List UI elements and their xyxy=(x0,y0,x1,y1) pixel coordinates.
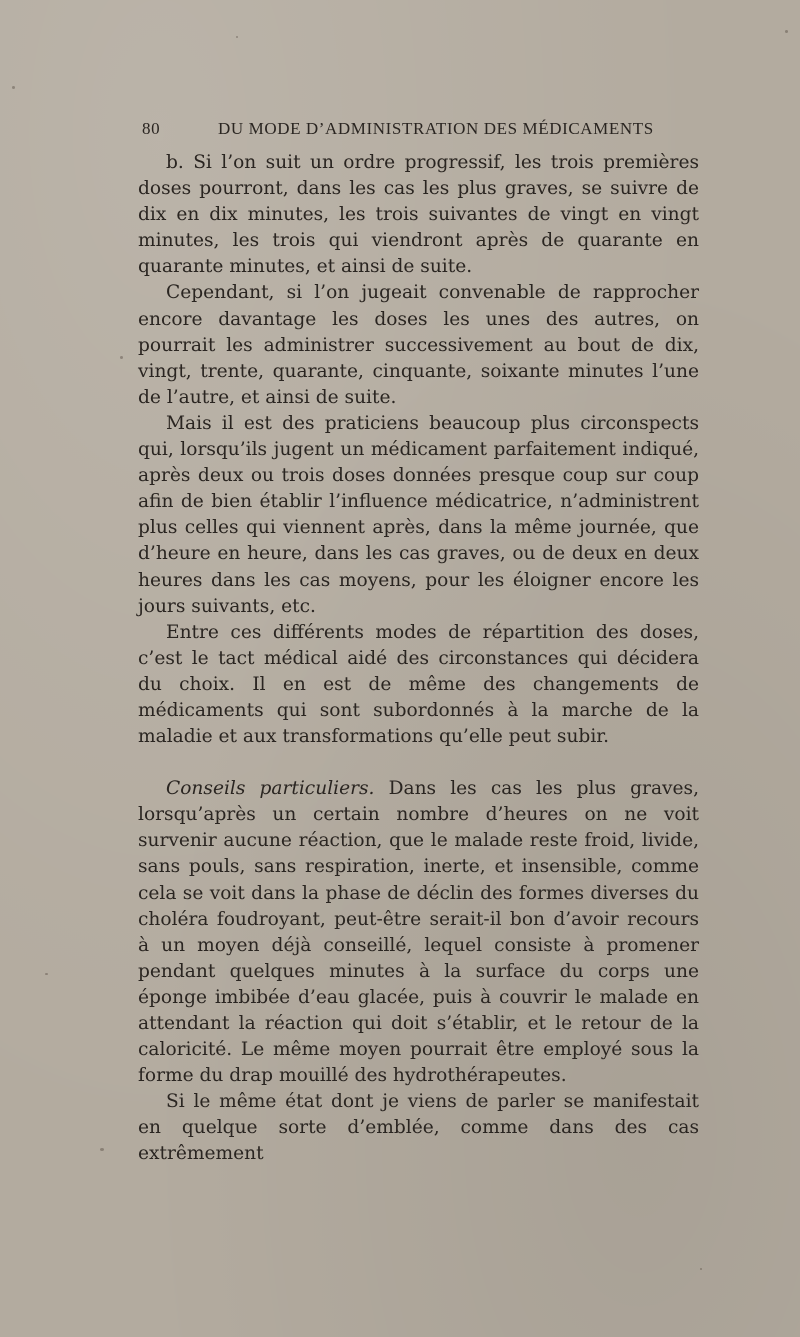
running-head: DU MODE D’ADMINISTRATION DES MÉDICAMENTS xyxy=(218,119,654,138)
paragraph: Si le même état dont je viens de parler se manifestait en quelque sorte d’emblée, comme dans des cas extrêmement xyxy=(138,1091,699,1165)
foxing-speck xyxy=(785,30,788,33)
page-header xyxy=(142,119,702,145)
foxing-speck xyxy=(700,1268,702,1270)
foxing-speck xyxy=(236,36,238,38)
paragraph: Mais il est des praticiens beaucoup plus circonspects qui, lorsqu’ils jugent un médicament parfaitement indiqué, après deux ou trois doses données presque coup sur coup afin de bien établir l’influence médicatrice, n’administrent plus celles qui viennent après, dans la même journée, que d’heure en heure, dans les cas graves, ou de deux en deux heures dans les cas moyens, pour les éloigner encore les jours suivants, etc. xyxy=(138,412,699,617)
foxing-speck xyxy=(120,356,123,359)
foxing-speck xyxy=(45,973,48,975)
paragraph: Entre ces différents modes de répartition des doses, c’est le tact médical aidé des circonstances qui décidera du choix. Il en est de même des changements de médicaments qui sont subordonnés à la marche de la maladie et aux transformations qu’elle peut subir. xyxy=(138,621,699,748)
section-lead: Conseils particuliers. xyxy=(166,778,375,800)
paragraph: b. Si l’on suit un ordre progressif, les trois premières doses pourront, dans les cas les plus graves, se suivre de dix en dix minutes, les trois suivantes de vingt en vingt minutes, les trois qui viendront après de quarante en quarante minutes, et ainsi de suite. xyxy=(138,152,699,278)
foxing-speck xyxy=(12,86,15,89)
body-text xyxy=(138,150,699,1168)
foxing-speck xyxy=(100,1148,104,1151)
paragraph-text: Dans les cas les plus graves, lorsqu’après un certain nombre d’heures on ne voit survenir aucune réaction, que le malade reste froid, livide, sans pouls, sans respiration, inerte, et insensible, comme cela se voit dans la phase de déclin des formes diverses du choléra foudroyant, peut-être serait-il bon d’avoir recours à un moyen déjà conseillé, lequel consiste à promener pendant quelques minutes à la surface du corps une éponge imbibée d’eau glacée, puis à couvrir le malade en attendant la réaction qui doit s’établir, et le retour de la caloricité. Le même moyen pourrait être employé sous la forme du drap mouillé des hydrothérapeutes. xyxy=(138,778,699,1087)
page-number: 80 xyxy=(142,119,161,138)
paragraph: Cependant, si l’on jugeait convenable de rapprocher encore davantage les doses les unes des autres, on pourrait les administrer successivement au bout de dix, vingt, trente, quarante, cinquante, soixante minutes l’une de l’autre, et ainsi de suite. xyxy=(138,282,699,408)
paragraph-conseils xyxy=(138,776,699,1089)
